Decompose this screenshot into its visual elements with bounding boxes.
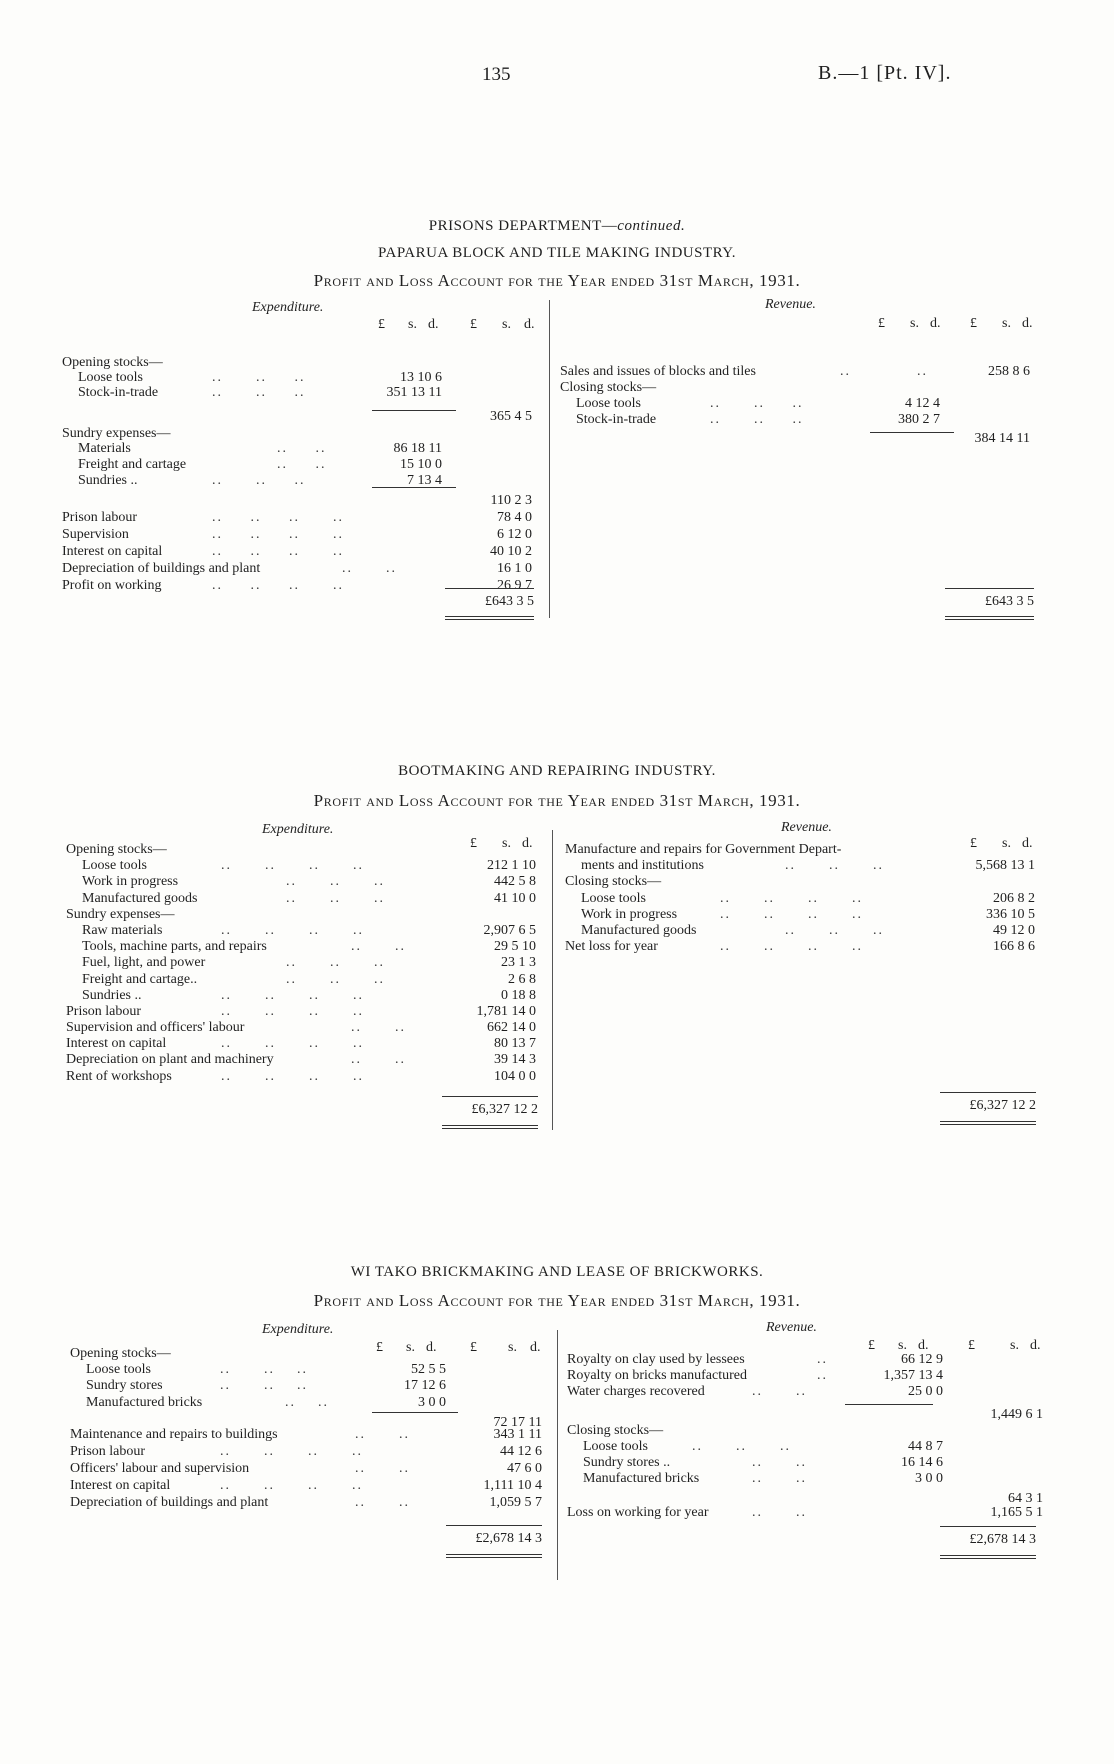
table-row	[565, 874, 1045, 890]
col-pence: d.	[930, 316, 941, 331]
col-pence: d.	[524, 317, 535, 332]
total-amount: 1,165 5 1	[990, 1505, 1043, 1521]
leader-dots: .. .. .. ..	[221, 1036, 364, 1052]
leader-dots: .. .. .. ..	[220, 1477, 363, 1493]
row-label: Maintenance and repairs to buildings	[70, 1426, 278, 1442]
sub-amount: 351 13 11	[386, 385, 442, 400]
leader-dots: .. ..	[752, 1454, 807, 1470]
double-rule	[446, 1554, 542, 1558]
col-pence: d.	[1022, 316, 1033, 331]
row-label: Freight and cartage..	[82, 971, 198, 987]
total-amount: 336 10 5	[986, 906, 1035, 922]
table-row	[560, 412, 1040, 428]
leader-dots: .. ..	[752, 1471, 807, 1487]
section-1-revenue-table	[560, 364, 1040, 446]
row-label: Stock-in-trade	[78, 385, 159, 400]
total-amount: 442 5 8	[494, 874, 536, 890]
table-row	[70, 1495, 550, 1512]
col-pound: £	[878, 316, 885, 331]
row-label: Sundries ..	[82, 987, 142, 1003]
row-label: ments and institutions	[581, 858, 704, 874]
table-row	[62, 426, 542, 441]
section-1-subtitle: Profit and Loss Account for the Year ended 31st March, 1931.	[313, 271, 801, 290]
table-row	[565, 858, 1045, 874]
total-rule	[940, 1526, 1036, 1527]
row-label: Loose tools	[86, 1362, 151, 1378]
section-1-revenue-label: Revenue.	[765, 297, 816, 312]
leader-dots: .. ..	[351, 1052, 406, 1068]
leader-dots: .. .. ..	[710, 396, 804, 411]
leader-dots: .. .. .. ..	[212, 510, 344, 525]
total-amount: 2 6 8	[508, 971, 536, 987]
col-shilling: s.	[502, 836, 511, 851]
table-row	[560, 380, 1040, 396]
section-1-revenue-total: £643 3 5	[985, 594, 1034, 609]
col-pound: £	[868, 1338, 875, 1353]
sub-amount: 7 13 4	[407, 473, 442, 488]
leader-dots: .. ..	[277, 457, 327, 472]
table-row	[66, 1004, 546, 1020]
section-2-expenditure-total: £6,327 12 2	[471, 1102, 538, 1117]
row-label: Raw materials	[82, 922, 163, 938]
section-1-divider	[549, 300, 550, 618]
total-amount: 206 8 2	[993, 890, 1035, 906]
row-label: Sundry expenses—	[66, 906, 175, 922]
table-row	[567, 1455, 1047, 1471]
total-amount: 5,568 13 1	[975, 858, 1035, 874]
table-row	[567, 1352, 1047, 1368]
section-3-divider	[557, 1330, 558, 1580]
section-1-expenditure-label: Expenditure.	[252, 300, 324, 315]
row-label: Freight and cartage	[78, 457, 187, 472]
leader-dots: .. ..	[355, 1426, 410, 1442]
table-row	[565, 891, 1045, 907]
row-label: Loose tools	[82, 858, 147, 874]
section-2-revenue-total: £6,327 12 2	[969, 1098, 1036, 1113]
table-row	[62, 355, 542, 370]
table-row	[62, 400, 542, 426]
row-label: Loss on working for year	[567, 1505, 709, 1521]
leader-dots: .. ..	[277, 441, 327, 456]
sub-amount: 52 5 5	[411, 1362, 446, 1378]
section-2-expenditure-label: Expenditure.	[262, 822, 334, 837]
total-amount: 384 14 11	[974, 431, 1030, 446]
section-2-revenue-table	[565, 842, 1045, 955]
total-rule	[940, 1092, 1036, 1093]
table-row	[66, 842, 546, 858]
total-amount: 212 1 10	[487, 858, 536, 874]
sub-amount: 1,357 13 4	[883, 1368, 943, 1384]
table-row	[567, 1487, 1047, 1505]
row-label: Closing stocks—	[565, 874, 662, 890]
table-row	[62, 370, 542, 385]
leader-dots: .. ..	[355, 1460, 410, 1476]
row-label: Opening stocks—	[66, 842, 167, 857]
total-amount: 26 9 7	[497, 578, 532, 593]
sub-amount: 17 12 6	[404, 1378, 446, 1394]
section-3-revenue-label: Revenue.	[766, 1320, 817, 1335]
col-pound: £	[470, 317, 477, 332]
row-label: Fuel, light, and power	[82, 955, 206, 971]
table-row	[567, 1423, 1047, 1439]
section-2-revenue-label: Revenue.	[781, 820, 832, 835]
row-label: Supervision and officers' labour	[66, 1020, 245, 1036]
total-amount: 1,111 10 4	[483, 1477, 542, 1493]
col-pence: d.	[1030, 1338, 1041, 1353]
table-row	[66, 923, 546, 939]
total-amount: 2,907 6 5	[483, 922, 536, 938]
section-2-divider	[552, 830, 553, 1130]
total-amount: 365 4 5	[490, 409, 532, 424]
row-label: Net loss for year	[565, 939, 658, 955]
table-row	[70, 1395, 550, 1411]
leader-dots: .. .. ..	[286, 890, 385, 906]
leader-dots: .. .. .. ..	[221, 1003, 364, 1019]
row-label: Closing stocks—	[560, 380, 657, 395]
total-amount: 1,059 5 7	[489, 1494, 542, 1510]
table-row	[62, 526, 542, 543]
leader-dots: ..	[817, 1352, 828, 1367]
row-label: Prison labour	[62, 510, 138, 525]
table-row	[66, 972, 546, 988]
table-row	[66, 858, 546, 874]
sub-amount: 13 10 6	[400, 370, 442, 385]
table-row	[66, 874, 546, 890]
row-label: Depreciation on plant and machinery	[66, 1052, 274, 1068]
section-3-subtitle: Profit and Loss Account for the Year ended 31st March, 1931.	[313, 1291, 801, 1310]
total-amount: 662 14 0	[487, 1020, 536, 1036]
col-pound: £	[970, 316, 977, 331]
col-pound: £	[470, 836, 477, 851]
total-amount: 343 1 11	[493, 1426, 542, 1442]
row-label: Sundry stores ..	[583, 1454, 671, 1470]
table-row	[66, 988, 546, 1004]
total-rule	[945, 588, 1034, 589]
row-label: Manufactured bricks	[583, 1471, 700, 1487]
subtotal-rule	[372, 1412, 458, 1413]
leader-dots: .. .. .. ..	[221, 1068, 364, 1084]
row-label: Tools, machine parts, and repairs	[82, 939, 267, 955]
table-row	[70, 1461, 550, 1478]
table-row	[66, 1052, 546, 1068]
table-row	[66, 955, 546, 971]
total-amount: 110 2 3	[490, 493, 532, 508]
row-label: Sundries ..	[78, 473, 138, 488]
row-label: Loose tools	[78, 370, 143, 385]
col-shilling: s.	[502, 317, 511, 332]
sub-amount: 86 18 11	[393, 441, 442, 456]
row-label: Officers' labour and supervision	[70, 1460, 250, 1476]
row-label: Work in progress	[581, 906, 678, 922]
sub-amount: 25 0 0	[908, 1384, 943, 1400]
row-label: Opening stocks—	[62, 355, 163, 370]
col-pound: £	[968, 1338, 975, 1353]
row-label: Depreciation of buildings and plant	[62, 561, 261, 576]
table-row	[70, 1478, 550, 1495]
col-shilling: s.	[1002, 836, 1011, 851]
leader-dots: .. .. ..	[220, 1378, 308, 1394]
col-pence: d.	[1022, 836, 1033, 851]
total-amount: 41 10 0	[494, 890, 536, 906]
table-row	[62, 473, 542, 489]
leader-dots: .. .. .. ..	[221, 858, 364, 874]
section-3-expenditure-table	[70, 1346, 550, 1512]
row-label: Royalty on bricks manufactured	[567, 1368, 748, 1384]
table-row	[70, 1362, 550, 1378]
row-label: Interest on capital	[62, 544, 163, 559]
table-row	[70, 1444, 550, 1461]
table-row	[567, 1401, 1047, 1423]
table-row	[62, 577, 542, 594]
section-1-continued-heading	[0, 218, 1114, 235]
table-row	[62, 543, 542, 560]
table-row	[70, 1378, 550, 1394]
total-amount: 44 12 6	[500, 1443, 542, 1459]
total-amount: 29 5 10	[494, 939, 536, 955]
leader-dots: .. .. .. ..	[221, 987, 364, 1003]
leader-dots: .. .. .. ..	[212, 544, 344, 559]
total-amount: 39 14 3	[494, 1052, 536, 1068]
col-pence: d.	[522, 836, 533, 851]
leader-dots: .. .. .. ..	[221, 922, 364, 938]
table-row	[62, 457, 542, 473]
leader-dots: .. .. ..	[692, 1438, 791, 1454]
section-1-expenditure-table	[62, 355, 542, 594]
leader-dots: .. ..	[285, 1394, 329, 1410]
double-rule	[445, 616, 534, 620]
col-pound: £	[970, 836, 977, 851]
row-label: Prison labour	[70, 1443, 146, 1459]
col-pence: d.	[428, 317, 439, 332]
leader-dots: .. .. ..	[220, 1362, 308, 1378]
table-row	[70, 1411, 550, 1430]
leader-dots: ..	[817, 1368, 828, 1384]
row-label: Manufactured bricks	[86, 1394, 203, 1410]
table-row	[70, 1346, 550, 1362]
table-row	[70, 1427, 550, 1444]
table-row	[567, 1384, 1047, 1400]
sub-amount: 16 14 6	[901, 1454, 943, 1470]
table-row	[62, 489, 542, 509]
leader-dots: .. .. ..	[785, 858, 884, 874]
row-label: Manufactured goods	[82, 890, 198, 906]
total-amount: 64 3 1	[1008, 1491, 1043, 1507]
table-row	[567, 1368, 1047, 1384]
leader-dots: .. .. ..	[212, 473, 306, 488]
sub-amount: 3 0 0	[418, 1394, 446, 1410]
total-amount: 1,781 14 0	[476, 1003, 536, 1019]
page-number: 135	[482, 64, 511, 85]
section-1-title: PAPARUA BLOCK AND TILE MAKING INDUSTRY.	[378, 245, 736, 261]
leader-dots: .. ..	[351, 939, 406, 955]
col-pence: d.	[918, 1338, 929, 1353]
sub-amount: 15 10 0	[400, 457, 442, 472]
table-row	[565, 923, 1045, 939]
row-label: Water charges recovered	[567, 1384, 705, 1400]
leader-dots: .. .. ..	[785, 922, 884, 938]
total-amount: 0 18 8	[501, 987, 536, 1003]
leader-dots: .. ..	[342, 561, 397, 576]
total-amount: 40 10 2	[490, 544, 532, 559]
table-row	[560, 364, 1040, 380]
leader-dots: .. .. .. ..	[720, 906, 863, 922]
total-amount: 166 8 6	[993, 939, 1035, 955]
table-row	[66, 1036, 546, 1052]
row-label: Loose tools	[583, 1438, 648, 1454]
section-3-expenditure-total: £2,678 14 3	[475, 1531, 542, 1546]
table-row	[567, 1505, 1047, 1521]
leader-dots: .. ..	[355, 1494, 410, 1510]
table-row	[66, 1020, 546, 1036]
row-label: Loose tools	[576, 396, 641, 411]
col-shilling: s.	[910, 316, 919, 331]
leader-dots: .. .. ..	[286, 955, 385, 971]
section-3-expenditure-label: Expenditure.	[262, 1322, 334, 1337]
subtotal-rule	[372, 410, 456, 411]
table-row	[560, 428, 1040, 446]
total-amount: 1,449 6 1	[990, 1406, 1043, 1422]
row-label: Sales and issues of blocks and tiles	[560, 364, 756, 379]
leader-dots: .. .. ..	[286, 874, 385, 890]
sub-amount: 44 8 7	[908, 1438, 943, 1454]
row-label: Depreciation of buildings and plant	[70, 1494, 269, 1510]
total-rule	[442, 1096, 538, 1097]
continued-heading-text	[429, 218, 685, 234]
row-label: Profit on working	[62, 578, 162, 593]
col-pence: d.	[530, 1340, 541, 1355]
row-label: Sundry expenses—	[62, 426, 171, 441]
col-shilling: s.	[1010, 1338, 1019, 1353]
row-label: Sundry stores	[86, 1378, 163, 1394]
double-rule	[940, 1555, 1036, 1559]
leader-dots: .. .. ..	[286, 971, 385, 987]
leader-dots: .. .. .. ..	[212, 578, 344, 593]
col-pound: £	[376, 1340, 383, 1355]
table-row	[62, 385, 542, 400]
total-rule	[446, 1525, 542, 1526]
subtotal-rule	[372, 487, 456, 488]
leader-dots: .. .. ..	[212, 370, 306, 385]
total-amount: 49 12 0	[993, 922, 1035, 938]
table-row	[565, 939, 1045, 955]
total-amount: 258 8 6	[988, 364, 1030, 379]
table-row	[560, 396, 1040, 412]
heading-continued: continued.	[617, 218, 686, 234]
leader-dots: .. .. .. ..	[220, 1443, 363, 1459]
leader-dots: .. ..	[752, 1505, 807, 1521]
row-label: Interest on capital	[70, 1477, 171, 1493]
section-2-expenditure-table	[66, 842, 546, 1085]
leader-dots: .. ..	[351, 1020, 406, 1036]
sub-amount: 66 12 9	[901, 1352, 943, 1367]
row-label: Rent of workshops	[66, 1068, 172, 1084]
col-pence: d.	[426, 1340, 437, 1355]
leader-dots: .. .. .. ..	[720, 890, 863, 906]
sub-amount: 3 0 0	[915, 1471, 943, 1487]
leader-dots: .. .. ..	[710, 412, 804, 427]
table-row	[62, 509, 542, 526]
row-label: Work in progress	[82, 874, 179, 890]
row-label: Royalty on clay used by lessees	[567, 1352, 745, 1367]
row-label: Loose tools	[581, 890, 646, 906]
table-row	[567, 1439, 1047, 1455]
col-shilling: s.	[406, 1340, 415, 1355]
total-amount: 23 1 3	[501, 955, 536, 971]
total-amount: 16 1 0	[497, 561, 532, 576]
total-rule	[445, 588, 534, 589]
double-rule	[442, 1125, 538, 1129]
section-3-revenue-table	[567, 1352, 1047, 1522]
section-2-title: BOOTMAKING AND REPAIRING INDUSTRY.	[398, 763, 716, 779]
leader-dots: .. .. ..	[212, 385, 306, 400]
section-3-title: WI TAKO BRICKMAKING AND LEASE OF BRICKWORKS.	[350, 1264, 764, 1280]
table-row	[565, 842, 1045, 858]
leader-dots: .. ..	[752, 1384, 807, 1400]
leader-dots: .. .. .. ..	[212, 527, 344, 542]
double-rule	[940, 1121, 1036, 1125]
row-label: Manufacture and repairs for Government Depart-	[565, 842, 842, 857]
heading-main: PRISONS DEPARTMENT—	[428, 218, 618, 234]
section-2-subtitle: Profit and Loss Account for the Year ended 31st March, 1931.	[313, 791, 801, 810]
table-row	[567, 1471, 1047, 1487]
row-label: Opening stocks—	[70, 1346, 171, 1361]
double-rule	[945, 616, 1034, 620]
total-amount: 80 13 7	[494, 1036, 536, 1052]
subtotal-rule	[845, 1404, 933, 1405]
table-row	[62, 560, 542, 577]
sub-amount: 380 2 7	[898, 412, 940, 427]
leader-dots: .. ..	[840, 364, 928, 379]
total-amount: 78 4 0	[497, 510, 532, 525]
table-row	[62, 441, 542, 457]
col-shilling: s.	[408, 317, 417, 332]
row-label: Stock-in-trade	[576, 412, 657, 427]
col-shilling: s.	[508, 1340, 517, 1355]
col-shilling: s.	[898, 1338, 907, 1353]
table-row	[565, 907, 1045, 923]
row-label: Interest on capital	[66, 1036, 167, 1052]
row-label: Supervision	[62, 527, 129, 542]
leader-dots: .. .. .. ..	[720, 939, 863, 955]
sub-amount: 4 12 4	[905, 396, 940, 411]
table-row	[66, 1069, 546, 1085]
total-amount: 104 0 0	[494, 1068, 536, 1084]
row-label: Closing stocks—	[567, 1422, 664, 1438]
subtotal-rule	[870, 432, 954, 433]
table-row	[66, 891, 546, 907]
row-label: Materials	[78, 441, 131, 456]
table-row	[66, 907, 546, 923]
col-pound: £	[470, 1340, 477, 1355]
section-1-expenditure-total: £643 3 5	[485, 594, 534, 609]
table-row	[66, 939, 546, 955]
row-label: Prison labour	[66, 1003, 142, 1019]
total-amount: 6 12 0	[497, 527, 532, 542]
section-3-revenue-total: £2,678 14 3	[969, 1532, 1036, 1547]
document-reference: B.—1 [Pt. IV].	[818, 62, 952, 84]
total-amount: 47 6 0	[507, 1460, 542, 1476]
col-shilling: s.	[1002, 316, 1011, 331]
col-pound: £	[378, 317, 385, 332]
row-label: Manufactured goods	[581, 922, 697, 938]
total-amount: 72 17 11	[493, 1414, 542, 1430]
